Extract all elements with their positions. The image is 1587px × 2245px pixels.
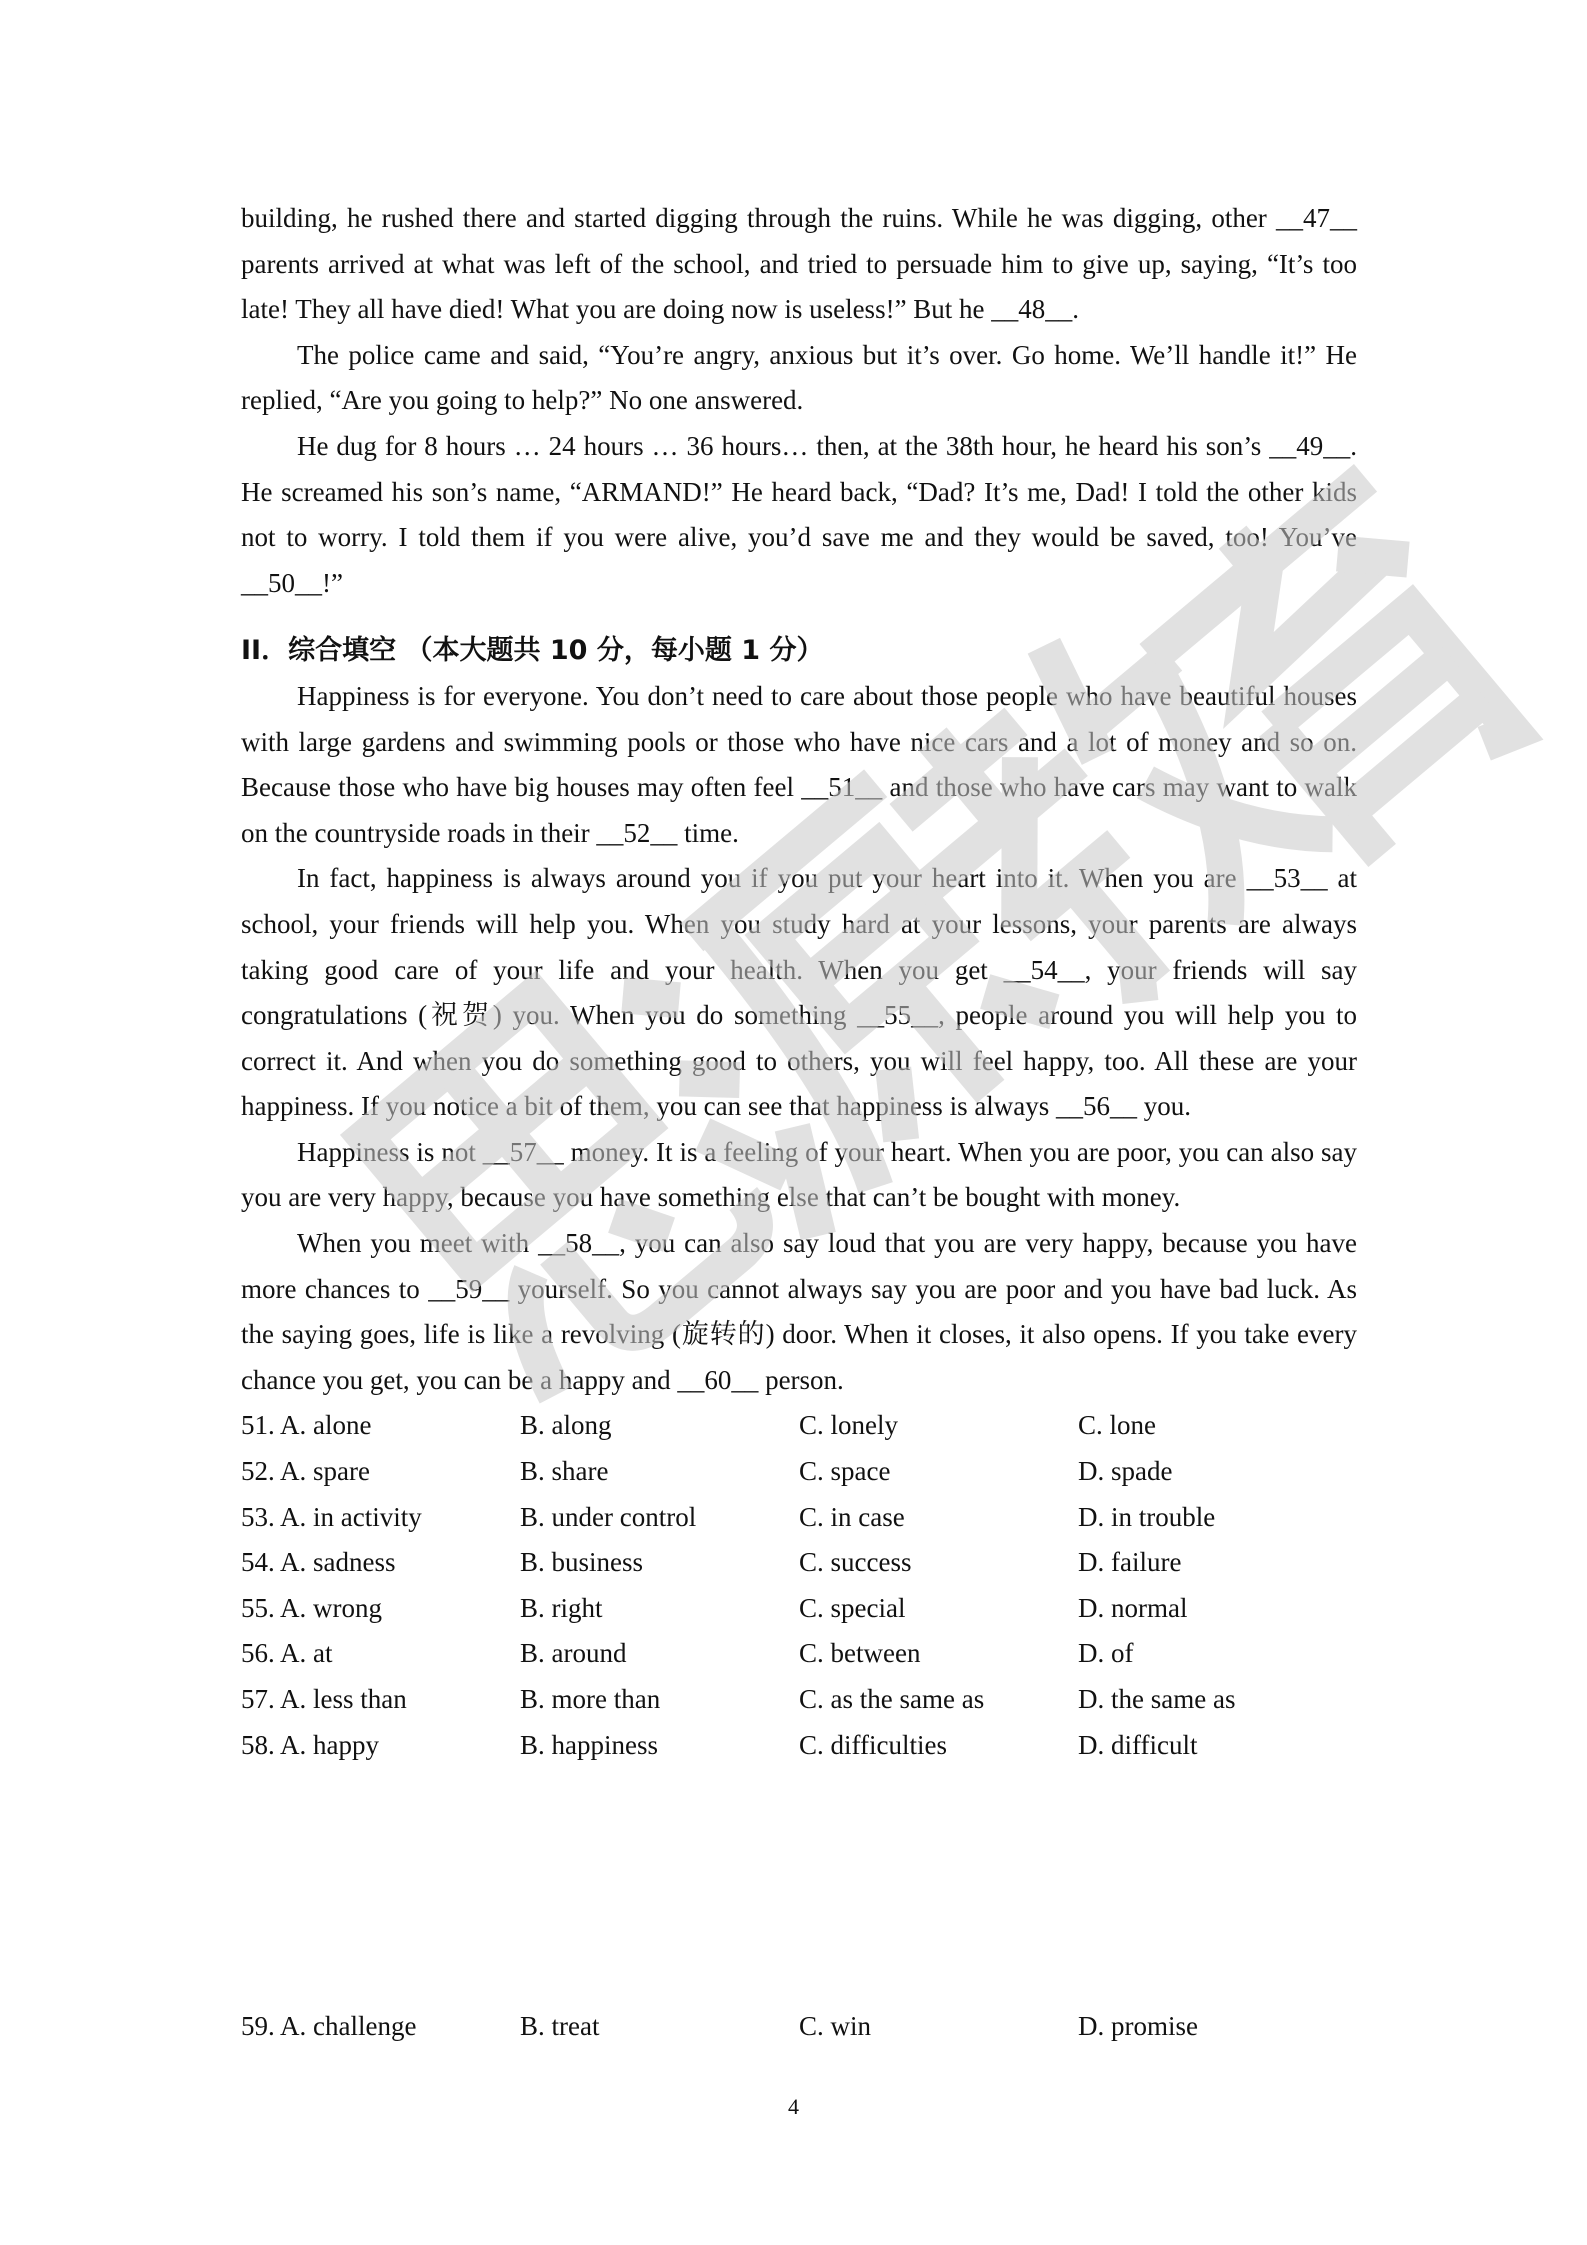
passage-paragraph: Happiness is not __57__ money. It is a feeling of your heart. When you are poor, you can also say you are very happy, because you have something else that can’t be bought with money.	[241, 1136, 1357, 1213]
option-row-56	[241, 1631, 1357, 1677]
passage-paragraph: When you meet with __58__, you can also say loud that you are very happy, because you have more chances to __59__ yourself. So you cannot always say you are poor and you have bad luck. As the saying goes, life is like a revolving (旋转的) door. When it closes, it also opens. If you take every chance you get, you can be a happy and __60__ person.	[241, 1228, 1357, 1395]
option-c: C. win	[799, 2011, 872, 2041]
option-row-59	[241, 2004, 1357, 2050]
section-heading: II．综合填空 （本大题共 10 分，每小题 1 分）	[241, 635, 824, 667]
option-d: D. normal	[1078, 1592, 1188, 1623]
option-a: 58. A. happy	[241, 1729, 379, 1760]
option-c: C. in case	[799, 1501, 905, 1532]
option-c: C. between	[799, 1638, 921, 1669]
answer-options	[241, 1403, 1357, 1768]
option-d: D. spade	[1078, 1456, 1173, 1487]
option-b: B. along	[520, 1410, 612, 1441]
option-c: C. space	[799, 1456, 891, 1487]
option-a: 55. A. wrong	[241, 1592, 382, 1623]
option-b: B. share	[520, 1456, 609, 1487]
option-row-51	[241, 1403, 1357, 1449]
option-b: B. right	[520, 1592, 603, 1623]
option-row-55	[241, 1586, 1357, 1632]
option-row-57	[241, 1677, 1357, 1723]
option-b: B. happiness	[520, 1729, 658, 1760]
option-d: D. the same as	[1078, 1684, 1236, 1714]
option-b: B. treat	[520, 2011, 600, 2041]
option-a: 54. A. sadness	[241, 1547, 396, 1578]
option-a: 57. A. less than	[241, 1684, 407, 1714]
passage-paragraph: The police came and said, “You’re angry, anxious but it’s over. Go home. We’ll handle it!” He replied, “Are you going to help?” No one answered.	[241, 339, 1357, 416]
option-a: 56. A. at	[241, 1638, 333, 1669]
option-row-58	[241, 1723, 1357, 1769]
page-number: 4	[788, 2094, 799, 2119]
option-b: B. more than	[520, 1684, 661, 1714]
page-content	[241, 196, 1357, 2041]
option-d: C. lone	[1078, 1410, 1156, 1441]
option-d: D. promise	[1078, 2011, 1198, 2041]
option-a: 53. A. in activity	[241, 1501, 422, 1532]
passage-paragraph: In fact, happiness is always around you if you put your heart into it. When you are __53__ at school, your friends will help you. When you study hard at your lessons, your parents are always taking good care of your life and your health. When you get __54__, your friends will say congratulations (祝贺) you. When you do something __55__, people around you will help you to correct it. And when you do something good to others, you will feel happy, too. All these are your happiness. If you notice a bit of them, you can see that happiness is always __56__ you.	[241, 863, 1357, 1122]
option-d: D. in trouble	[1078, 1501, 1216, 1532]
passage-paragraph-continued: building, he rushed there and started digging through the ruins. While he was digging, other __47__ parents arrived at what was left of the school, and tried to persuade him to give up, saying, “It’s too late! They all have died! What you are doing now is useless!” But he __48__.	[241, 203, 1357, 325]
option-d: D. failure	[1078, 1547, 1182, 1578]
option-a: 52. A. spare	[241, 1456, 370, 1487]
option-c: C. lonely	[799, 1410, 898, 1441]
option-row-54	[241, 1540, 1357, 1586]
option-row-53	[241, 1495, 1357, 1541]
option-b: B. around	[520, 1638, 627, 1669]
passage-paragraph: Happiness is for everyone. You don’t need to care about those people who have beautiful houses with large gardens and swimming pools or those who have nice cars and a lot of money and so on. Because those who have big houses may often feel __51__ and those who have cars may want to walk on the countryside roads in their __52__ time.	[241, 680, 1357, 848]
option-a: 59. A. challenge	[241, 2011, 417, 2041]
option-c: C. as the same as	[799, 1684, 985, 1714]
option-row-52	[241, 1449, 1357, 1495]
option-b: B. business	[520, 1547, 644, 1578]
option-c: C. success	[799, 1547, 912, 1578]
option-c: C. difficulties	[799, 1729, 947, 1760]
option-d: D. of	[1078, 1638, 1134, 1669]
option-c: C. special	[799, 1592, 906, 1623]
option-a: 51. A. alone	[241, 1410, 372, 1441]
option-b: B. under control	[520, 1501, 697, 1532]
option-d: D. difficult	[1078, 1729, 1198, 1760]
passage-paragraph: He dug for 8 hours … 24 hours … 36 hours… then, at the 38th hour, he heard his son’s __49__. He screamed his son’s name, “ARMAND!” He heard back, “Dad? It’s me, Dad! I told the other kids not to worry. I told them if you were alive, you’d save me and they would be saved, too! You’ve __50__!”	[241, 430, 1357, 598]
